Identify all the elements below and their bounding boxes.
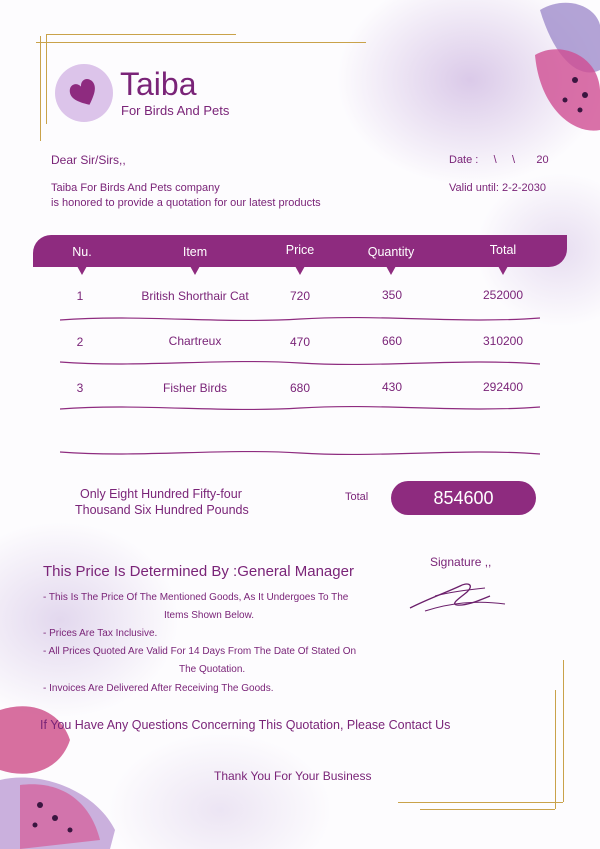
row-divider bbox=[60, 446, 540, 460]
gold-frame-bottom2 bbox=[420, 809, 555, 810]
header-pointer bbox=[77, 266, 87, 275]
header-quantity: Quantity bbox=[367, 245, 415, 259]
cell-total: 292400 bbox=[482, 380, 524, 394]
date-line: Date : \ \ 20 bbox=[449, 154, 549, 166]
header-pointer bbox=[190, 266, 200, 275]
note-line: - This Is The Price Of The Mentioned Goods, As It Undergoes To The bbox=[43, 592, 349, 603]
gold-frame-top-line2 bbox=[46, 34, 236, 35]
note-line: - All Prices Quoted Are Valid For 14 Days From The Date Of Stated On bbox=[43, 646, 357, 657]
cell-quantity: 350 bbox=[381, 288, 403, 302]
butterfly-top-right bbox=[520, 0, 600, 135]
header-number: Nu. bbox=[72, 245, 92, 259]
heart-icon bbox=[68, 78, 100, 108]
thanks-line: Thank You For Your Business bbox=[214, 769, 372, 783]
signature-scribble bbox=[405, 578, 515, 618]
gold-frame-right bbox=[563, 660, 564, 802]
cell-quantity: 430 bbox=[381, 380, 403, 394]
header-pointer bbox=[498, 266, 508, 275]
valid-until: Valid until: 2-2-2030 bbox=[449, 182, 547, 194]
cell-number: 3 bbox=[76, 381, 84, 395]
cell-number: 1 bbox=[76, 289, 84, 303]
cell-number: 2 bbox=[76, 335, 84, 349]
total-label: Total bbox=[345, 491, 369, 503]
note-line: The Quotation. bbox=[179, 664, 246, 675]
total-value: 854600 bbox=[391, 481, 536, 515]
header-pointer bbox=[386, 266, 396, 275]
logo-badge bbox=[55, 64, 113, 122]
cell-price: 720 bbox=[289, 289, 311, 303]
cell-price: 470 bbox=[289, 335, 311, 349]
amount-in-words-2: Thousand Six Hundred Pounds bbox=[75, 503, 249, 517]
intro-line-1: Taiba For Birds And Pets company bbox=[51, 182, 220, 194]
header-item: Item bbox=[182, 245, 208, 259]
cell-item: Chartreux bbox=[168, 334, 222, 348]
note-line: - Invoices Are Delivered After Receiving The Goods. bbox=[43, 683, 274, 694]
gold-frame-top bbox=[40, 36, 41, 141]
cell-total: 310200 bbox=[482, 334, 524, 348]
brand-name: Taiba bbox=[120, 66, 197, 102]
gold-frame-bottom bbox=[398, 802, 563, 803]
row-divider bbox=[60, 401, 540, 415]
cell-total: 252000 bbox=[482, 288, 524, 302]
gold-frame-top-line bbox=[36, 42, 366, 43]
header-total: Total bbox=[489, 243, 517, 257]
note-line: Items Shown Below. bbox=[164, 610, 255, 621]
brand-tagline: For Birds And Pets bbox=[121, 103, 230, 118]
gold-frame-left-line2 bbox=[46, 34, 47, 124]
cell-quantity: 660 bbox=[381, 334, 403, 348]
cell-item: British Shorthair Cat bbox=[141, 289, 249, 303]
intro-line-2: is honored to provide a quotation for our latest products bbox=[51, 197, 321, 209]
header-pointer bbox=[295, 266, 305, 275]
gold-frame-right2 bbox=[555, 690, 556, 809]
cell-item: Fisher Birds bbox=[162, 381, 227, 395]
greeting: Dear Sir/Sirs,, bbox=[51, 153, 126, 167]
row-divider bbox=[60, 356, 540, 370]
amount-in-words-1: Only Eight Hundred Fifty-four bbox=[80, 487, 242, 501]
cell-price: 680 bbox=[289, 381, 311, 395]
signature-label: Signature ,, bbox=[430, 555, 492, 569]
contact-line: If You Have Any Questions Concerning This Quotation, Please Contact Us bbox=[40, 718, 451, 732]
note-line: - Prices Are Tax Inclusive. bbox=[43, 628, 158, 639]
price-determined-by: This Price Is Determined By :General Manager bbox=[43, 563, 354, 580]
header-price: Price bbox=[285, 243, 315, 257]
row-divider bbox=[60, 312, 540, 326]
